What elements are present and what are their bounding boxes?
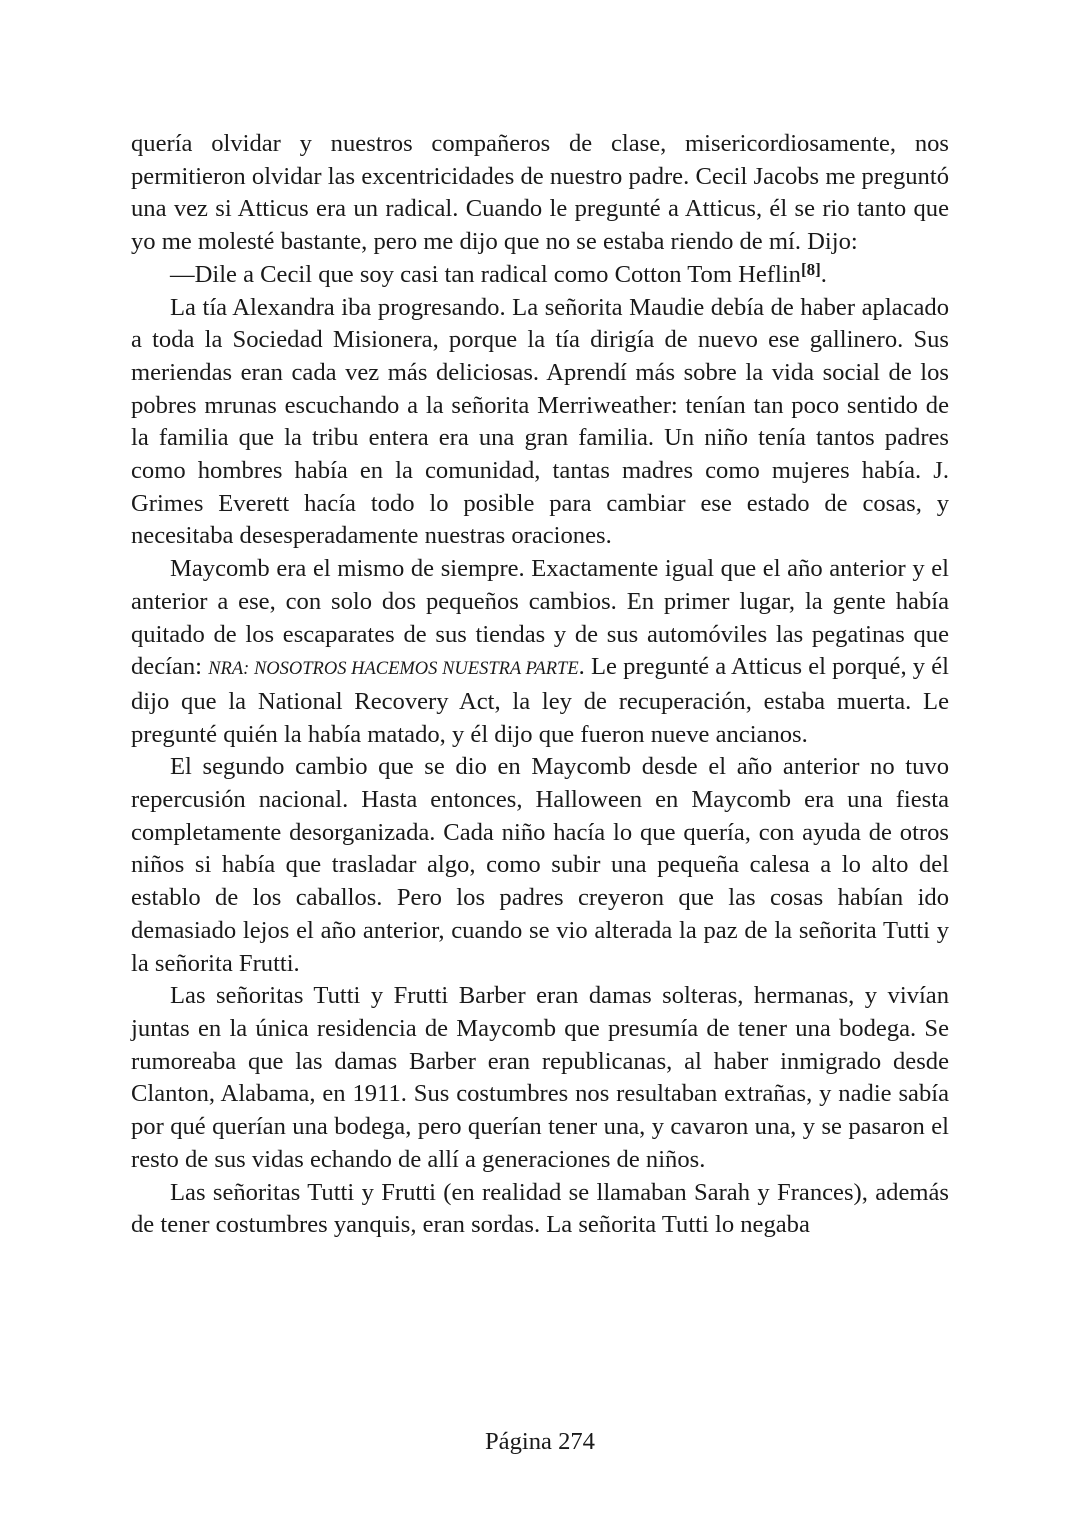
paragraph: Las señoritas Tutti y Frutti Barber eran damas solteras, hermanas, y vivían juntas en la única residencia de Maycomb que presumía de tener una bodega. Se rumoreaba que las damas Barber eran republicanas, al haber inmigrado desde Clanton, Alabama, en 1911. Sus costumbres nos resultaban extrañas, y nadie sabía por qué querían una bodega, pero querían tener una, y cavaron una, y se pasaron el resto de sus vidas echando de allí a generaciones de niños. xyxy=(131,982,949,1173)
footnote-reference-link[interactable]: [8] xyxy=(800,259,821,279)
paragraph-continued: quería olvidar y nuestros compañeros de clase, misericordiosamente, nos permitieron olvidar las excentricidades de nuestro padre. Cecil Jacobs me preguntó una vez si Atticus era un radical. Cuando le pregunté a Atticus, él se rio tanto que yo me molesté bastante, pero me dijo que no se estaba riendo de mí. Dijo: xyxy=(131,130,949,256)
paragraph-dialogue xyxy=(131,259,949,292)
paragraph-text-after: . Le pregunté a Atticus el porqué, y él dijo que la National Recovery Act, la ley de recuperación, estaba muerta. Le pregunté quién la había matado, y él dijo que fueron nueve ancianos. xyxy=(131,653,950,748)
paragraph: Las señoritas Tutti y Frutti (en realidad se llamaban Sarah y Frances), además de tener costumbres yanquis, eran sordas. La señorita Tutti lo negaba xyxy=(131,1178,949,1239)
paragraph: La tía Alexandra iba progresando. La señorita Maudie debía de haber aplacado a toda la Sociedad Misionera, porque la tía dirigía de nuevo ese gallinero. Sus meriendas eran cada vez más deliciosas. Aprendí más sobre la vida social de los pobres mrunas escuchando a la señorita Merriweather: tenían tan poco sentido de la familia que la tribu entera era una gran familia. Un niño tenía tantos padres como hombres había en la comunidad, tantas madres como mujeres había. J. Grimes Everett hacía todo lo posible para cambiar ese estado de cosas, y necesitaba desesperadamente nuestras oraciones. xyxy=(131,293,949,550)
dialogue-end: . xyxy=(820,260,827,288)
sticker-slogan: NRA: NOSOTROS HACEMOS NUESTRA PARTE xyxy=(208,659,579,680)
page-body xyxy=(131,128,949,1242)
paragraph: El segundo cambio que se dio en Maycomb desde el año anterior no tuvo repercusión nacional. Hasta entonces, Halloween en Maycomb era una fiesta completamente desorganizada. Cada niño hacía lo que quería, con ayuda de otros niños si había que trasladar algo, como subir una pequeña calesa a lo alto del establo de los caballos. Pero los padres creyeron que las cosas habían ido demasiado lejos el año anterior, cuando se vio alterada la paz de la señorita Tutti y la señorita Frutti. xyxy=(131,753,949,977)
dialogue-text: —Dile a Cecil que soy casi tan radical como Cotton Tom Heflin xyxy=(170,260,801,288)
paragraph-text-before: Maycomb era el mismo de siempre. Exactamente igual que el año anterior y el anterior a ese, con solo dos pequeños cambios. En primer lugar, la gente había quitado de los escaparates de sus tiendas y de sus automóviles las pegatinas que decían: xyxy=(131,555,949,681)
page-number: Página 274 xyxy=(485,1428,595,1455)
paragraph xyxy=(131,553,949,751)
